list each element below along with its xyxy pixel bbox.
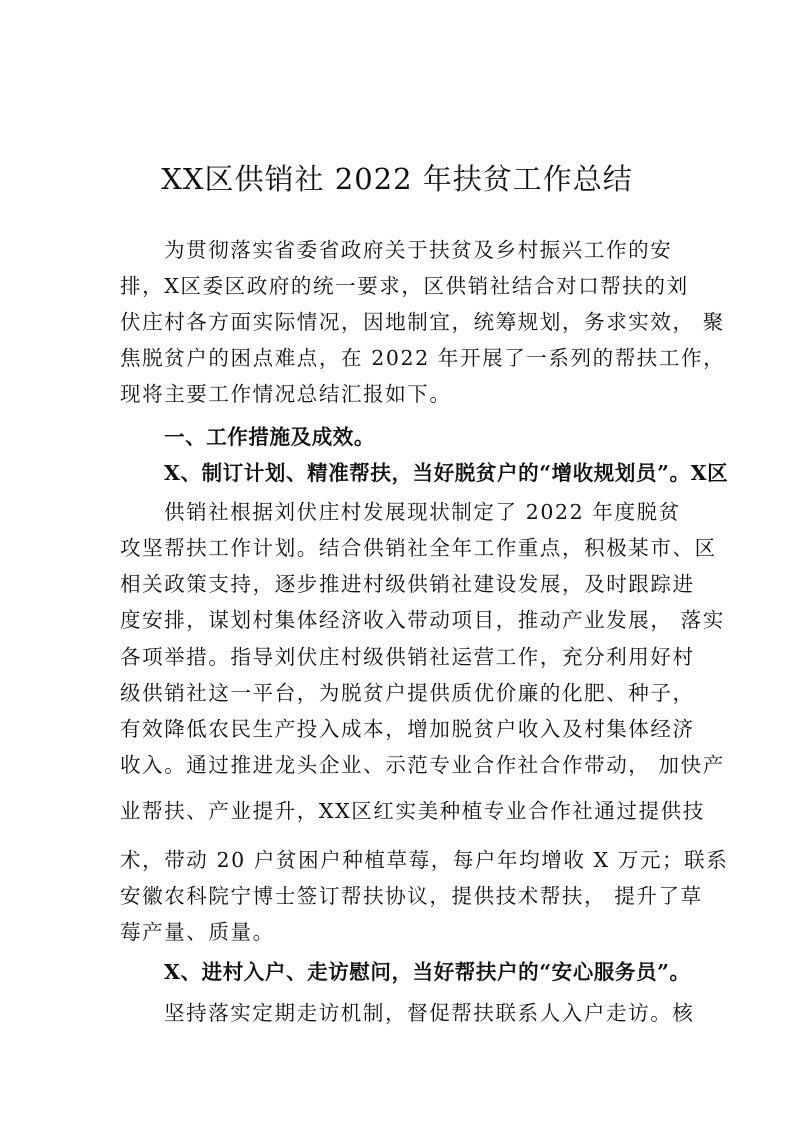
paragraph-line: 收入。通过推进龙头企业、示范专业合作社合作带动， 加快产 <box>120 753 725 777</box>
paragraph-line: 莓产量、质量。 <box>120 920 275 944</box>
paragraph-line: 相关政策支持，逐步推进村级供销社建设发展，及时跟踪进 <box>120 572 695 596</box>
paragraph-line: 安徽农科院宁博士签订帮扶协议，提供技术帮扶， 提升了草 <box>120 884 703 908</box>
paragraph-line: 焦脱贫户的困点难点，在 2022 年开展了一系列的帮扶工作， <box>120 346 726 370</box>
subsection-heading: X、进村入户、走访慰问，当好帮扶户的“安心服务员”。 <box>164 960 691 984</box>
paragraph-line: 坚持落实定期走访机制，督促帮扶联系人入户走访。核 <box>164 1001 695 1025</box>
document-title: XX区供销社 2022 年扶贫工作总结 <box>161 162 633 197</box>
paragraph-line: 术，带动 20 户贫困户种植草莓，每户年均增收 X 万元；联系 <box>120 848 729 872</box>
paragraph-line: 各项举措。指导刘伏庄村级供销社运营工作，充分利用好村 <box>120 645 695 669</box>
paragraph-line: 伏庄村各方面实际情况，因地制宜，统筹规划，务求实效， 聚 <box>120 310 725 334</box>
paragraph-line: 业帮扶、产业提升，XX区红实美种植专业合作社通过提供技 <box>120 799 705 823</box>
paragraph-line: 度安排，谋划村集体经济收入带动项目，推动产业发展， 落实 <box>120 608 725 632</box>
paragraph-line: 排，X区委区政府的统一要求，区供销社结合对口帮扶的刘 <box>120 274 689 298</box>
paragraph-line: 攻坚帮扶工作计划。结合供销社全年工作重点，积极某市、区 <box>120 536 717 560</box>
paragraph-line: 有效降低农民生产投入成本，增加脱贫户收入及村集体经济 <box>120 717 695 741</box>
section-heading: 一、工作措施及成效。 <box>164 425 375 449</box>
paragraph-line: 供销社根据刘伏庄村发展现状制定了 2022 年度脱贫 <box>164 500 681 524</box>
paragraph-line: 现将主要工作情况总结汇报如下。 <box>120 382 452 406</box>
subsection-heading: X、制订计划、精准帮扶，当好脱贫户的“增收规划员”。X区 <box>164 461 729 485</box>
paragraph-line: 为贯彻落实省委省政府关于扶贫及乡村振兴工作的安 <box>164 238 673 262</box>
paragraph-line: 级供销社这一平台，为脱贫户提供质优价廉的化肥、种子， <box>120 681 695 705</box>
